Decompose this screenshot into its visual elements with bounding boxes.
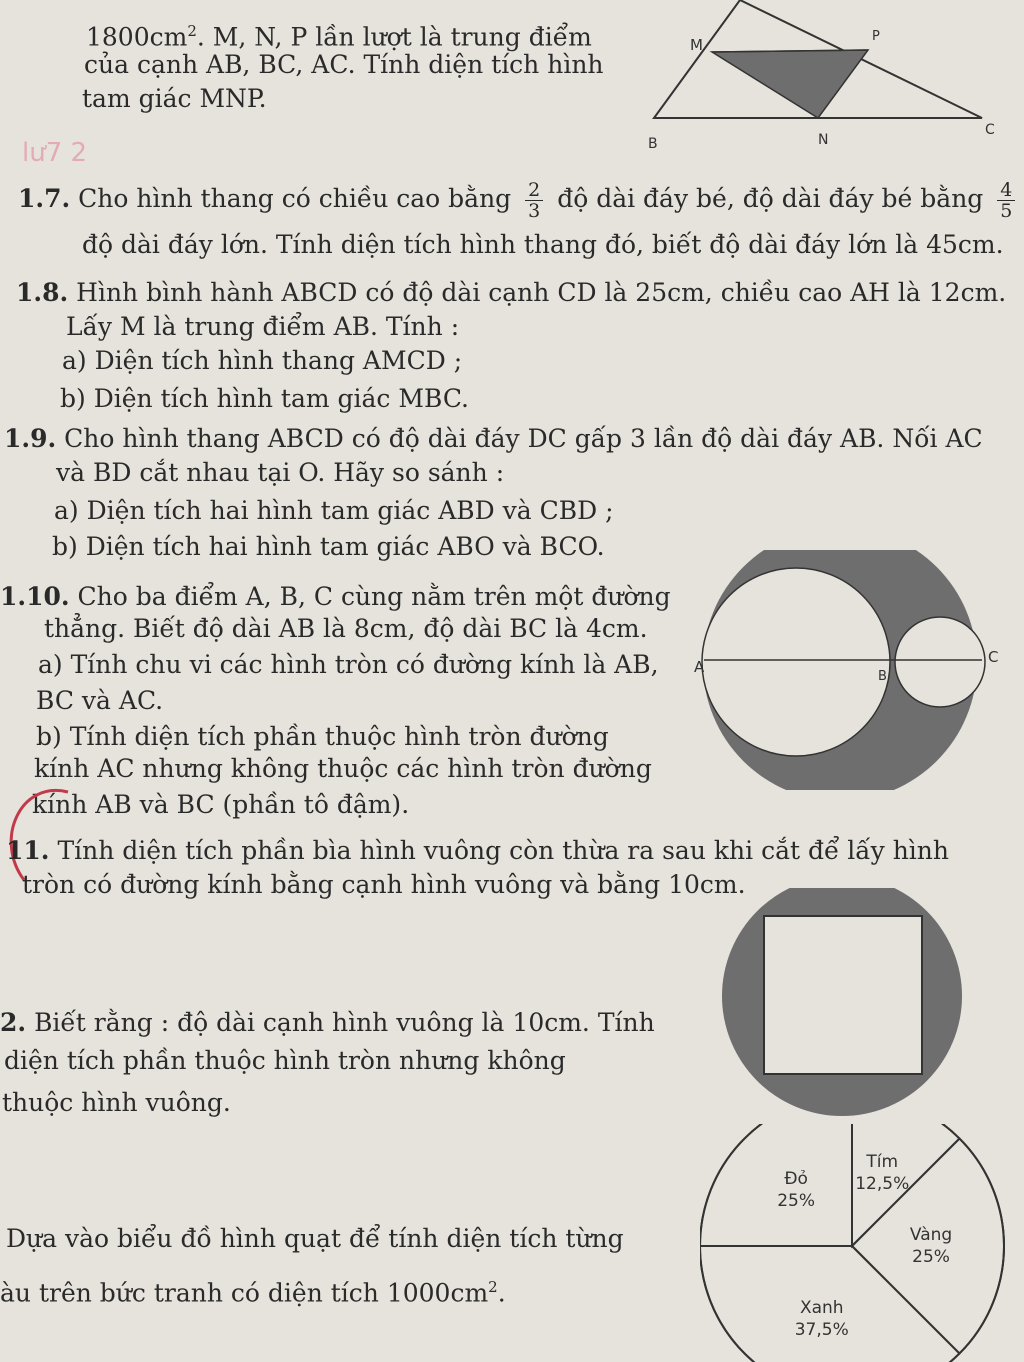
fraction-numerator: 2 (525, 180, 543, 201)
fraction-denominator: 3 (528, 200, 541, 222)
pie-label-tím: Tím (866, 1151, 899, 1172)
problem-number: 1.8. (16, 278, 69, 307)
problem-number: 1.10. (0, 582, 70, 611)
problem-13-line-2-end: . (497, 1278, 506, 1308)
problem-1-9-part-b: b) Diện tích hai hình tam giác ABO và BCO. (52, 532, 605, 561)
problem-1-10-part-a-1: a) Tính chu vi các hình tròn có đường kính là AB, (38, 650, 659, 679)
problem-13-line-2 (0, 1270, 506, 1310)
problem-11-text: Tính diện tích phần bìa hình vuông còn thừa ra sau khi cắt để lấy hình (57, 836, 949, 865)
problem-1-8-part-a: a) Diện tích hình thang AMCD ; (62, 346, 463, 375)
problem-1-7-text-b: độ dài đáy bé, độ dài đáy bé bằng (557, 184, 984, 213)
problem-1-8-text: Hình bình hành ABCD có độ dài cạnh CD là 25cm, chiều cao AH là 12cm. (76, 278, 1007, 307)
problem-11-line-2: tròn có đường kính bằng cạnh hình vuông và bằng 10cm. (22, 870, 746, 899)
problem-1-9-line-2: và BD cắt nhau tại O. Hãy so sánh : (56, 458, 505, 487)
problem-12-line-1 (0, 1006, 655, 1040)
problem-1-8-line-2: Lấy M là trung điểm AB. Tính : (66, 312, 460, 341)
area-value: 1800cm (86, 22, 188, 52)
unit-exponent: 2 (187, 22, 197, 40)
label-c: C (985, 122, 995, 138)
square-circle-figure (718, 888, 970, 1120)
problem-1-8-line-1 (16, 276, 1006, 310)
fraction-numerator: 4 (997, 180, 1015, 201)
pie-chart (700, 1124, 1024, 1362)
pie-slice-đỏ (700, 1124, 852, 1246)
pie-label-vàng: Vàng (909, 1225, 953, 1245)
fraction-denominator: 5 (1000, 200, 1013, 222)
problem-1-7-line-2: độ dài đáy lớn. Tính diện tích hình thang đó, biết độ dài đáy lớn là 45cm. (82, 230, 1004, 259)
problem-1-9-text: Cho hình thang ABCD có độ dài đáy DC gấp 3 lần độ dài đáy AB. Nối AC (64, 424, 983, 453)
circles-abc-figure (690, 550, 1020, 790)
handwritten-margin-note: lư7 2 (22, 138, 88, 168)
problem-1-7-line-1 (18, 180, 1021, 221)
problem-12-line-2: diện tích phần thuộc hình tròn nhưng không (4, 1046, 566, 1075)
intro-line-1-rest: . M, N, P lần lượt là trung điểm (196, 22, 592, 52)
fraction-two-thirds (525, 180, 543, 221)
problem-1-10-part-b-1: b) Tính diện tích phần thuộc hình tròn đường (36, 722, 609, 751)
intro-line-2: của cạnh AB, BC, AC. Tính diện tích hình (84, 50, 604, 79)
triangle-mnp-figure (640, 0, 1024, 160)
shaded-triangle-mnp (712, 50, 868, 118)
problem-1-10-part-b-2: kính AC nhưng không thuộc các hình tròn đường (34, 754, 652, 783)
problem-12-text: Biết rằng : độ dài cạnh hình vuông là 10cm. Tính (34, 1008, 655, 1037)
problem-1-10-part-a-2: BC và AC. (36, 686, 164, 715)
problem-number: 1.7. (18, 184, 71, 213)
label-n: N (818, 132, 829, 148)
label-b: B (878, 669, 887, 684)
circle-bc (895, 617, 985, 707)
pie-value-vàng: 25% (912, 1247, 950, 1267)
fraction-four-fifths (997, 180, 1015, 221)
problem-1-8-part-b: b) Diện tích hình tam giác MBC. (60, 384, 469, 413)
problem-1-10-text: Cho ba điểm A, B, C cùng nằm trên một đường (77, 582, 671, 611)
problem-number: 2. (0, 1008, 27, 1037)
label-b: B (648, 136, 658, 152)
unit-exponent: 2 (488, 1278, 498, 1296)
problem-1-9-part-a: a) Diện tích hai hình tam giác ABD và CBD ; (54, 496, 614, 525)
problem-1-10-line-1 (0, 580, 671, 614)
inner-square (764, 916, 922, 1074)
label-c: C (988, 648, 999, 666)
problem-1-10-line-2: thẳng. Biết độ dài AB là 8cm, độ dài BC là 4cm. (44, 614, 648, 643)
intro-line-3: tam giác MNP. (82, 84, 267, 113)
problem-13-line-2-text: àu trên bức tranh có diện tích 1000cm (0, 1278, 489, 1308)
pie-value-đỏ: 25% (777, 1191, 816, 1212)
problem-13-line-1: Dựa vào biểu đồ hình quạt để tính diện tích từng (6, 1224, 624, 1253)
problem-1-7-text-a: Cho hình thang có chiều cao bằng (78, 184, 512, 213)
problem-number: 1.9. (4, 424, 57, 453)
pie-label-đỏ: Đỏ (784, 1169, 808, 1190)
pie-value-tím: 12,5% (855, 1173, 910, 1194)
pie-value-xanh: 37,5% (794, 1320, 849, 1341)
problem-1-10-part-b-3: kính AB và BC (phần tô đậm). (32, 790, 410, 819)
label-a: A (694, 658, 705, 676)
circle-ab (702, 568, 890, 756)
label-m: M (690, 36, 703, 54)
problem-11-line-1 (6, 834, 949, 868)
pie-label-xanh: Xanh (799, 1298, 844, 1319)
problem-1-9-line-1 (4, 422, 983, 456)
label-p: P (872, 29, 880, 44)
problem-12-line-3: thuộc hình vuông. (2, 1088, 231, 1117)
problem-number: 11. (6, 836, 50, 865)
